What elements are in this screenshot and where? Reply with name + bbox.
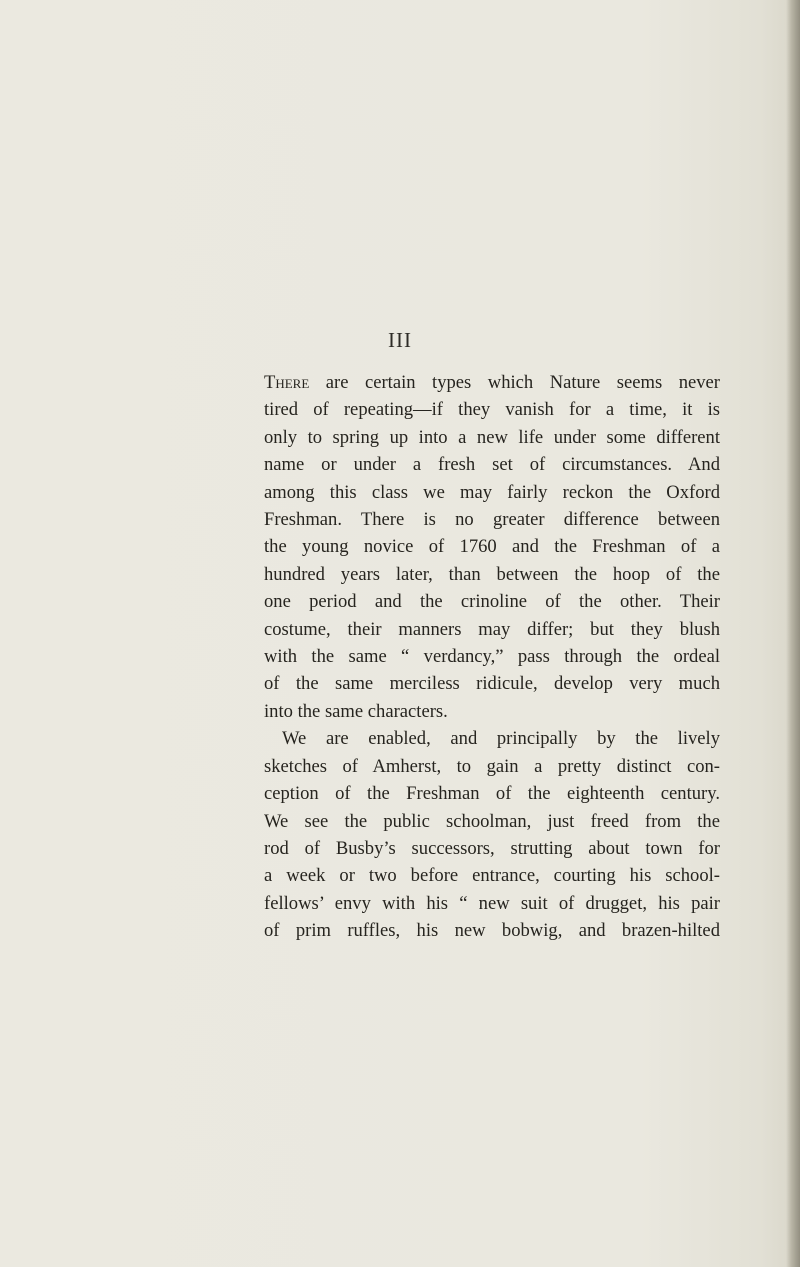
- drop-word: There: [264, 372, 310, 393]
- text-line: There are certain types which Nature seems never: [264, 372, 720, 393]
- text-line: We see the public schoolman, just freed from the: [264, 810, 720, 832]
- text-line: costume, their manners may differ; but they blush: [264, 618, 720, 640]
- text-line: We are enabled, and principally by the lively: [282, 728, 720, 750]
- text-line: among this class we may fairly reckon the Oxford: [264, 481, 720, 503]
- text-line: rod of Busby’s successors, strutting about town for: [264, 837, 720, 859]
- page-edge-shadow: [786, 0, 800, 1267]
- text-line: with the same “ verdancy,” pass through the ordeal: [264, 646, 720, 668]
- text-line: hundred years later, than between the hoop of the: [264, 563, 720, 585]
- text-line: Freshman. There is no greater difference between: [264, 509, 720, 531]
- text-line: ception of the Freshman of the eighteenth century.: [264, 783, 720, 805]
- text-line: sketches of Amherst, to gain a pretty distinct con-: [264, 755, 720, 777]
- body-text: [264, 369, 720, 945]
- text-line: the young novice of 1760 and the Freshman of a: [264, 536, 720, 558]
- text-line: of prim ruffles, his new bobwig, and brazen-hilted: [264, 920, 720, 942]
- chapter-number: III: [388, 328, 412, 352]
- text-line: of the same merciless ridicule, develop very much: [264, 673, 720, 695]
- text-line: a week or two before entrance, courting his school-: [264, 865, 720, 887]
- text-line: only to spring up into a new life under some different: [264, 426, 720, 448]
- text-line: fellows’ envy with his “ new suit of drugget, his pair: [264, 892, 720, 914]
- text-line: into the same characters.: [264, 700, 448, 722]
- text-line: one period and the crinoline of the other. Their: [264, 591, 720, 613]
- text-line: name or under a fresh set of circumstances. And: [264, 454, 720, 476]
- text-line: tired of repeating—if they vanish for a time, it is: [264, 399, 720, 421]
